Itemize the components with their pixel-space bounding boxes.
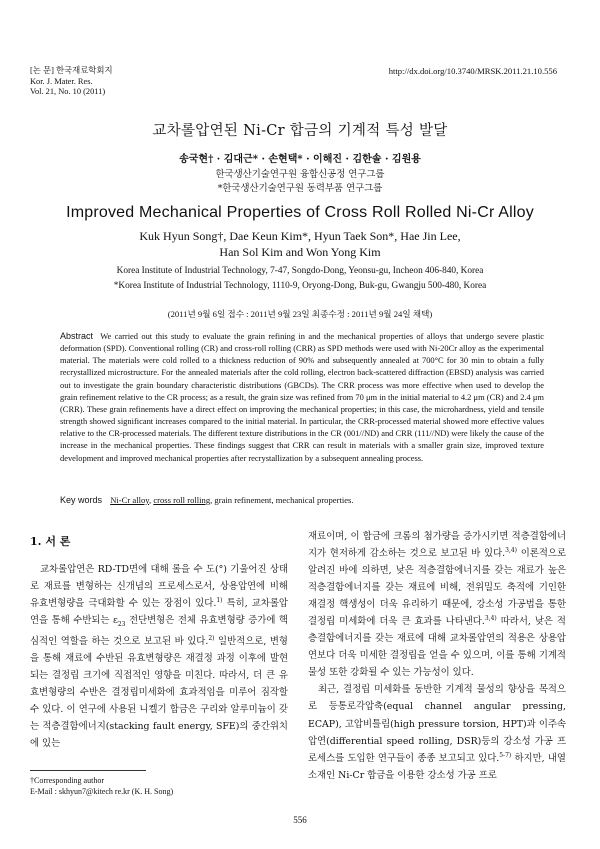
paragraph: 재료이며, 이 합금에 크롬의 첨가량을 증가시키면 적층결함에너지가 현저하게 감소하는 것으로 보고된 바 있다.$^{3,4)}$ 이론적으로 알려진 바에 의하면, 낮은 적층결함에너지를 갖는 재료가 높은 적층결함에너지를 갖는 재료에 비해, 전위밀도 축적에 기인한 재결정 핵생성이 더욱 유리하기 때문에, 강소성 가공법을 통한 결정립 미세화에 더욱 큰 효과를 나타낸다.$^{3,4)}$ 따라서, 낮은 적층결함에너지를 갖는 재료에 대해 교차롤압연의 적용은 상용압연보다 더욱 미세한 결정립을 얻을 수 있으며, 이를 통해 기계적 물성 또한 강화될 수 있는 가능성이 있다.: [308, 531, 566, 679]
keyword: mechanical properties.: [275, 495, 354, 505]
affiliation-english-2: *Korea Institute of Industrial Technology, 1110-9, Oryong-Dong, Buk-gu, Gwangju 500-480, Korea: [113, 281, 487, 291]
title-english: Improved Mechanical Properties of Cross Roll Rolled Ni-Cr Alloy: [66, 204, 534, 221]
body-column-right: [308, 528, 566, 784]
authors-korean: 송국현† · 김대근* · 손현택* · 이해진 · 김한솔 · 김원용: [179, 154, 421, 165]
journal-volume: Vol. 21, No. 10 (2011): [30, 87, 106, 97]
body-column-left: [30, 561, 288, 752]
keywords-label: Key words: [60, 495, 103, 505]
abstract-label: Abstract: [60, 331, 94, 341]
keyword-link[interactable]: cross roll rolling: [153, 495, 211, 505]
doi-link[interactable]: http://dx.doi.org/10.3740/MRSK.2011.21.10.556: [388, 66, 557, 76]
journal-name-en: Kor. J. Mater. Res.: [30, 76, 93, 86]
abstract-text: We carried out this study to evaluate the grain refining in and the mechanical properties of alloys that undergo severe plastic deformation (SPD). Conventional rolling (CR) and cross-roll rolling (CRR) as SPD methods were used with Ni-20Cr alloy as the experimental material. The materials were cold rolled to a thickness reduction of 90% and subsequently annealed at 700°C for 30 min to obtain a fully recrystallized microstructure. For the annealed materials after the cold rolling, electron back-scattered diffraction (EBSD) analysis was carried out to investigate the grain boundary characteristic distributions (GBCDs). The CRR process was more effective when used to develop the grain refinement relative to the CR process; as a result, the grain size was refined from 70 μm in the initial material to 4.2 μm (CR) and 2.4 μm (CRR). These grain refinements have a direct effect on improving the mechanical properties; in this case, the microhardness, yield and tensile strength showed significant increases compared to the initial material. In particular, the CRR-processed material showed more effective values relative to the CR-processed materials. The different texture distributions in the CR (001//ND) and CRR (111//ND) were likely the cause of the increase in the mechanical properties. These findings suggest that CRR can result in materials with a smaller grain size, improved texture development and improved mechanical properties after recrystallization by a subsequent annealing process.: [60, 331, 544, 463]
keyword-link[interactable]: Ni-Cr alloy: [110, 495, 150, 505]
affiliation-english-1: Korea Institute of Industrial Technology, 7-47, Songdo-Dong, Yeonsu-gu, Incheon 406-840, Korea: [116, 266, 484, 276]
authors-english-2: Han Sol Kim and Won Yong Kim: [219, 245, 381, 259]
paragraph: 교차롤압연은 RD-TD면에 대해 롤을 수 도(°) 기울어진 상태로 재료를 변형하는 신개념의 프로세스로서, 상용압연에 비해 유효변형량을 극대화할 수 있는 장점이 있다.$^{1)}$ 특히, 교차롤압연을 통해 수반되는 $\varepsilon_{23}$ 전단변형은 전체 유효변형량 증가에 핵심적인 역할을 하는 것으로 보고된 바 있다.$^{2)}$ 일반적으로, 변형을 통해 재료에 수반된 유효변형량은 재결정 과정 이후에 발현되는 결정립 크기에 직접적인 영향을 미친다. 따라서, 더 큰 유효변형량의 수반은 결정립미세화에 효과적임을 미루어 짐작할 수 있다. 이 연구에 사용된 니켈기 합금은 구리와 알루미늄이 갖는 적층결함에너지(stacking fault energy, SFE)의 중간위치에 있는: [30, 564, 288, 750]
keyword: grain refinement: [214, 495, 272, 505]
section-heading-introduction: 1. 서 론: [30, 535, 71, 548]
abstract: [60, 330, 544, 464]
affiliation-korean-1: 한국생산기술연구원 융합신공정 연구그룹: [215, 169, 385, 180]
paragraph: 최근, 결정립 미세화를 동반한 기계적 물성의 향상을 목적으로 등통로각압축(equal channel angular pressing, ECAP), 고압비틀림(high pressure torsion, HPT)과 이주속압연(differential speed rolling, DSR)등의 강소성 가공 프로세스를 도입한 연구들이 종종 보고되고 있다.$^{5-7)}$ 하지만, 내열소재인 Ni-Cr 합금을 이용한 강소성 가공 프로: [308, 684, 566, 781]
journal-name-ko: [논 문] 한국재료학회지: [30, 66, 113, 75]
page-number: 556: [293, 815, 307, 825]
corresponding-author: †Corresponding author: [30, 776, 104, 785]
title-korean: 교차롤압연된 Ni-Cr 합금의 기계적 특성 발달: [152, 123, 448, 139]
affiliation-korean-2: *한국생산기술연구원 동력부품 연구그룹: [217, 183, 383, 194]
footnote-divider: [30, 770, 146, 771]
authors-english-1: Kuk Hyun Song†, Dae Keun Kim*, Hyun Taek Son*, Hae Jin Lee,: [139, 229, 461, 243]
journal-header: [30, 66, 113, 98]
author-email: E-Mail : skhyun7@kitech re.kr (K. H. Song): [30, 787, 174, 796]
keywords: Key words Ni-Cr alloy, cross roll rolling, grain refinement, mechanical properties.: [60, 495, 354, 505]
submission-dates: (2011년 9월 6일 접수 : 2011년 9월 23일 최종수정 : 2011년 9월 24일 채택): [167, 309, 433, 319]
footnote: [30, 775, 173, 797]
